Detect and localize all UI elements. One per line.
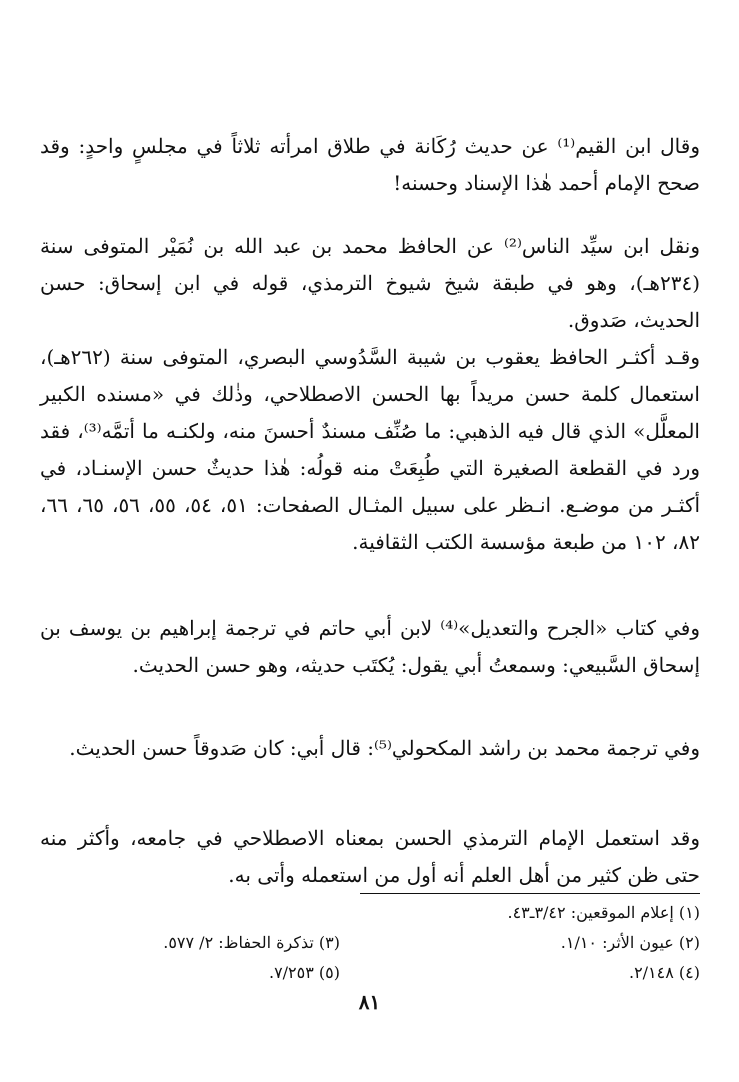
paragraph-ibn-sayyid-al-nas: ونقل ابن سيِّد الناس⁽²⁾ عن الحافظ محمد بن عبد الله بن نُمَيْر المتوفى سنة (٢٣٤هـ)، وهو في طبقة شيخ شيوخ الترمذي، قوله في ابن إسحاق: حسن الحديث، صَدوق.	[40, 234, 700, 332]
footnote-row	[40, 928, 700, 958]
paragraph-makhuli: وفي ترجمة محمد بن راشد المكحولي⁽⁵⁾: قال أبي: كان صَدوقاً حسن الحديث.	[69, 736, 700, 760]
footnote-4: (٤) ٢/١٤٨.	[628, 963, 700, 982]
paragraph-tirmidhi: وقد استعمل الإمام الترمذي الحسن بمعناه الاصطلاحي في جامعه، وأكثر منه حتى ظن كثير من أهل العلم أنه أول من استعمله وأتى به.	[40, 826, 700, 887]
body-text-block	[40, 610, 700, 684]
body-text-block	[40, 730, 700, 767]
footnote-5: (٥) ٧/٢٥٣.	[268, 963, 340, 982]
paragraph-yaqub-ibn-shayba: وقـد أكثـر الحافظ يعقوب بن شيبة السَّدُوسي البصري، المتوفى سنة (٢٦٢هـ)، استعمال كلمة حسن مريداً بها الحسن الاصطلاحي، وذٰلك في «مسنده الكبير المعلَّل» الذي قال فيه الذهبي: ما صُنِّف مسندٌ أحسنَ منه، ولكنـه ما أتمَّه⁽³⁾، فقد ورد في القطعة الصغيرة التي طُبِعَتْ منه قولُه: هٰذا حديثٌ حسن الإسنـاد، في أكثـر من موضـع. انـظر على سبيل المثـال الصفحات: ٥١، ٥٤، ٥٥، ٥٦، ٦٥، ٦٦، ٨٢، ١٠٢ من طبعة مؤسسة الكتب الثقافية.	[40, 345, 701, 554]
footnote-1: (١) إعلام الموقعين: ٣/٤٢ـ٤٣.	[507, 903, 700, 922]
paragraph-ibn-qayyim: وقال ابن القيم⁽¹⁾ عن حديث رُكَانة في طلاق امرأته ثلاثاً في مجلسٍ واحدٍ: وقد صحح الإمام أحمد هٰذا الإسناد وحسنه!	[40, 134, 700, 195]
footnote-row	[40, 898, 700, 928]
footnote-divider	[360, 893, 700, 894]
paragraph-al-jarh-wal-tadil: وفي كتاب «الجرح والتعديل»⁽⁴⁾ لابن أبي حاتم في ترجمة إبراهيم بن يوسف بن إسحاق السَّبيعي: وسمعتُ أبي يقول: يُكتَب حديثه، وهو حسن الحديث.	[40, 616, 700, 677]
page-number: ٨١	[358, 990, 381, 1014]
body-text-block	[40, 820, 700, 894]
body-text-block	[40, 339, 700, 561]
footnote-2: (٢) عيون الأثر: ١/١٠.	[560, 933, 700, 952]
footnote-row	[40, 958, 700, 988]
footnote-3: (٣) تذكرة الحفاظ: ٢/ ٥٧٧.	[163, 933, 340, 952]
body-text-block	[40, 128, 700, 202]
body-text-block	[40, 228, 700, 339]
